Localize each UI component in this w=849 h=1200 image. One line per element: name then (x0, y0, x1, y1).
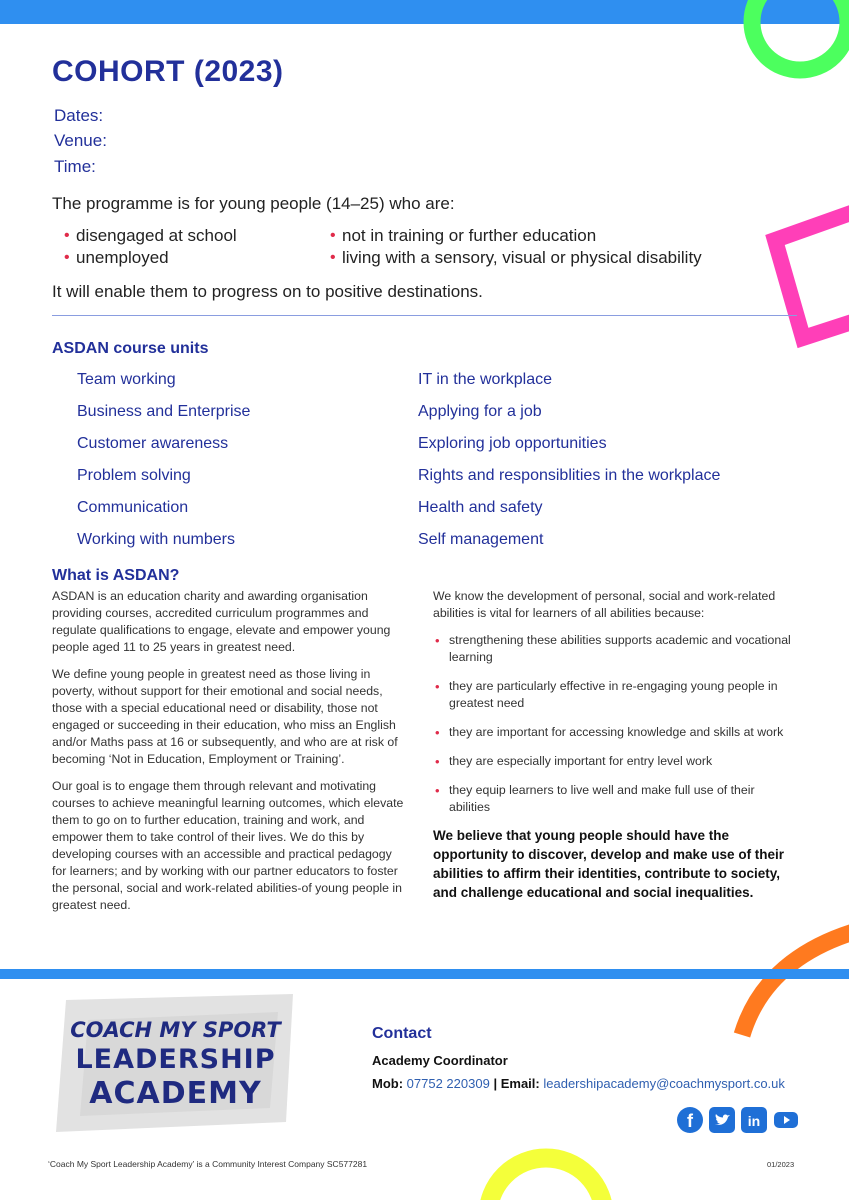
venue-label: Venue: (54, 131, 107, 150)
mob-number[interactable]: 07752 220309 (406, 1076, 490, 1091)
yellow-ring-decoration (470, 1130, 620, 1200)
audience-item: • not in training or further education (330, 225, 702, 247)
reason-item: • strengthening these abilities supports academic and vocational learning (433, 632, 798, 666)
asdan-description-column (52, 588, 408, 924)
programme-intro: The programme is for young people (14–25) who are: (52, 194, 455, 213)
course-unit: Working with numbers (77, 531, 235, 548)
course-unit: Rights and responsiblities in the workplace (418, 467, 721, 484)
time-label: Time: (54, 157, 96, 176)
logo-line-1: COACH MY SPORT (70, 1018, 281, 1042)
contact-details (372, 1076, 785, 1091)
top-accent-bar (0, 0, 849, 24)
email-label: Email: (500, 1076, 540, 1091)
course-units-right (418, 364, 720, 556)
audience-list-left (64, 225, 237, 269)
what-is-asdan-heading: What is ASDAN? (52, 567, 180, 584)
svg-text:f: f (687, 1111, 693, 1131)
audience-item: • living with a sensory, visual or physical disability (330, 247, 702, 269)
course-unit: Team working (77, 371, 176, 388)
audience-item: • disengaged at school (64, 225, 237, 247)
course-units-heading: ASDAN course units (52, 340, 209, 357)
leadership-academy-logo (48, 990, 303, 1138)
document-date: 01/2023 (767, 1160, 795, 1169)
course-units-left (77, 364, 250, 556)
course-unit: Health and safety (418, 499, 543, 516)
page-title: COHORT (2023) (52, 55, 284, 88)
linkedin-icon[interactable] (741, 1107, 767, 1133)
course-unit: Exploring job opportunities (418, 435, 607, 452)
reason-item: • they equip learners to live well and make full use of their abilities (433, 782, 798, 816)
facebook-icon[interactable] (677, 1107, 703, 1133)
asdan-paragraph: ASDAN is an education charity and awarding organisation providing courses, accredited curriculum programmes and regulate qualifications to engage, elevate and empower young people aged 11 to 25 years in greatest need. (52, 589, 391, 654)
audience-item: • unemployed (64, 247, 237, 269)
programme-outcome: It will enable them to progress on to positive destinations. (52, 282, 483, 301)
contact-separator: | (493, 1076, 498, 1091)
asdan-reasons-column (433, 588, 798, 912)
contact-heading: Contact (372, 1025, 432, 1042)
company-note: ‘Coach My Sport Leadership Academy’ is a Community Interest Company SC577281 (48, 1159, 368, 1169)
asdan-paragraph: We define young people in greatest need as those living in poverty, without support for their emotional and social needs, those with a special educational need or disability, those not engaged or succeeding in their education, who miss an English and/or Maths pass at 16 or subsequently, and who are at risk of becoming ‘Not in Education, Employment or Training’. (52, 667, 398, 766)
dates-label: Dates: (54, 106, 104, 125)
footer-accent-bar (0, 969, 849, 979)
audience-list-right (330, 225, 702, 269)
section-divider (52, 315, 797, 316)
course-unit: Problem solving (77, 467, 191, 484)
twitter-icon[interactable] (709, 1107, 735, 1133)
belief-statement: We believe that young people should have the opportunity to discover, develop and make use of their abilities to affirm their identities, contribute to society, and challenge educational and social inequalities. (433, 828, 785, 900)
course-unit: Business and Enterprise (77, 403, 251, 420)
mob-label: Mob: (372, 1076, 404, 1091)
svg-text:in: in (747, 1113, 761, 1129)
asdan-paragraph: Our goal is to engage them through relevant and motivating courses to achieve meaningful learning outcomes, which elevate them to go on to further education, training and work, and empower them to take control of their lives. We do this by developing courses with an accessible and practical pedagogy for learners; and by working with our partner educators to foster the personal, social and work-related abilities-of young people in greatest need. (52, 779, 404, 912)
reasons-intro: We know the development of personal, social and work-related abilities is vital for learners of all abilities because: (433, 589, 776, 620)
course-unit: Communication (77, 499, 189, 516)
course-unit: Applying for a job (418, 403, 542, 420)
reasons-list (433, 632, 798, 816)
green-ring-decoration (740, 0, 849, 100)
reason-item: • they are important for accessing knowledge and skills at work (433, 724, 798, 741)
course-unit: Self management (418, 531, 544, 548)
logo-line-2: LEADERSHIP (75, 1044, 276, 1075)
contact-role: Academy Coordinator (372, 1053, 508, 1068)
youtube-icon[interactable] (773, 1107, 799, 1133)
course-unit: Customer awareness (77, 435, 229, 452)
email-address[interactable]: leadershipacademy@coachmysport.co.uk (543, 1076, 785, 1091)
course-unit: IT in the workplace (418, 371, 552, 388)
reason-item: • they are especially important for entry level work (433, 753, 798, 770)
logo-line-3: ACADEMY (89, 1076, 262, 1111)
reason-item: • they are particularly effective in re-engaging young people in greatest need (433, 678, 798, 712)
pink-square-decoration (755, 190, 849, 350)
